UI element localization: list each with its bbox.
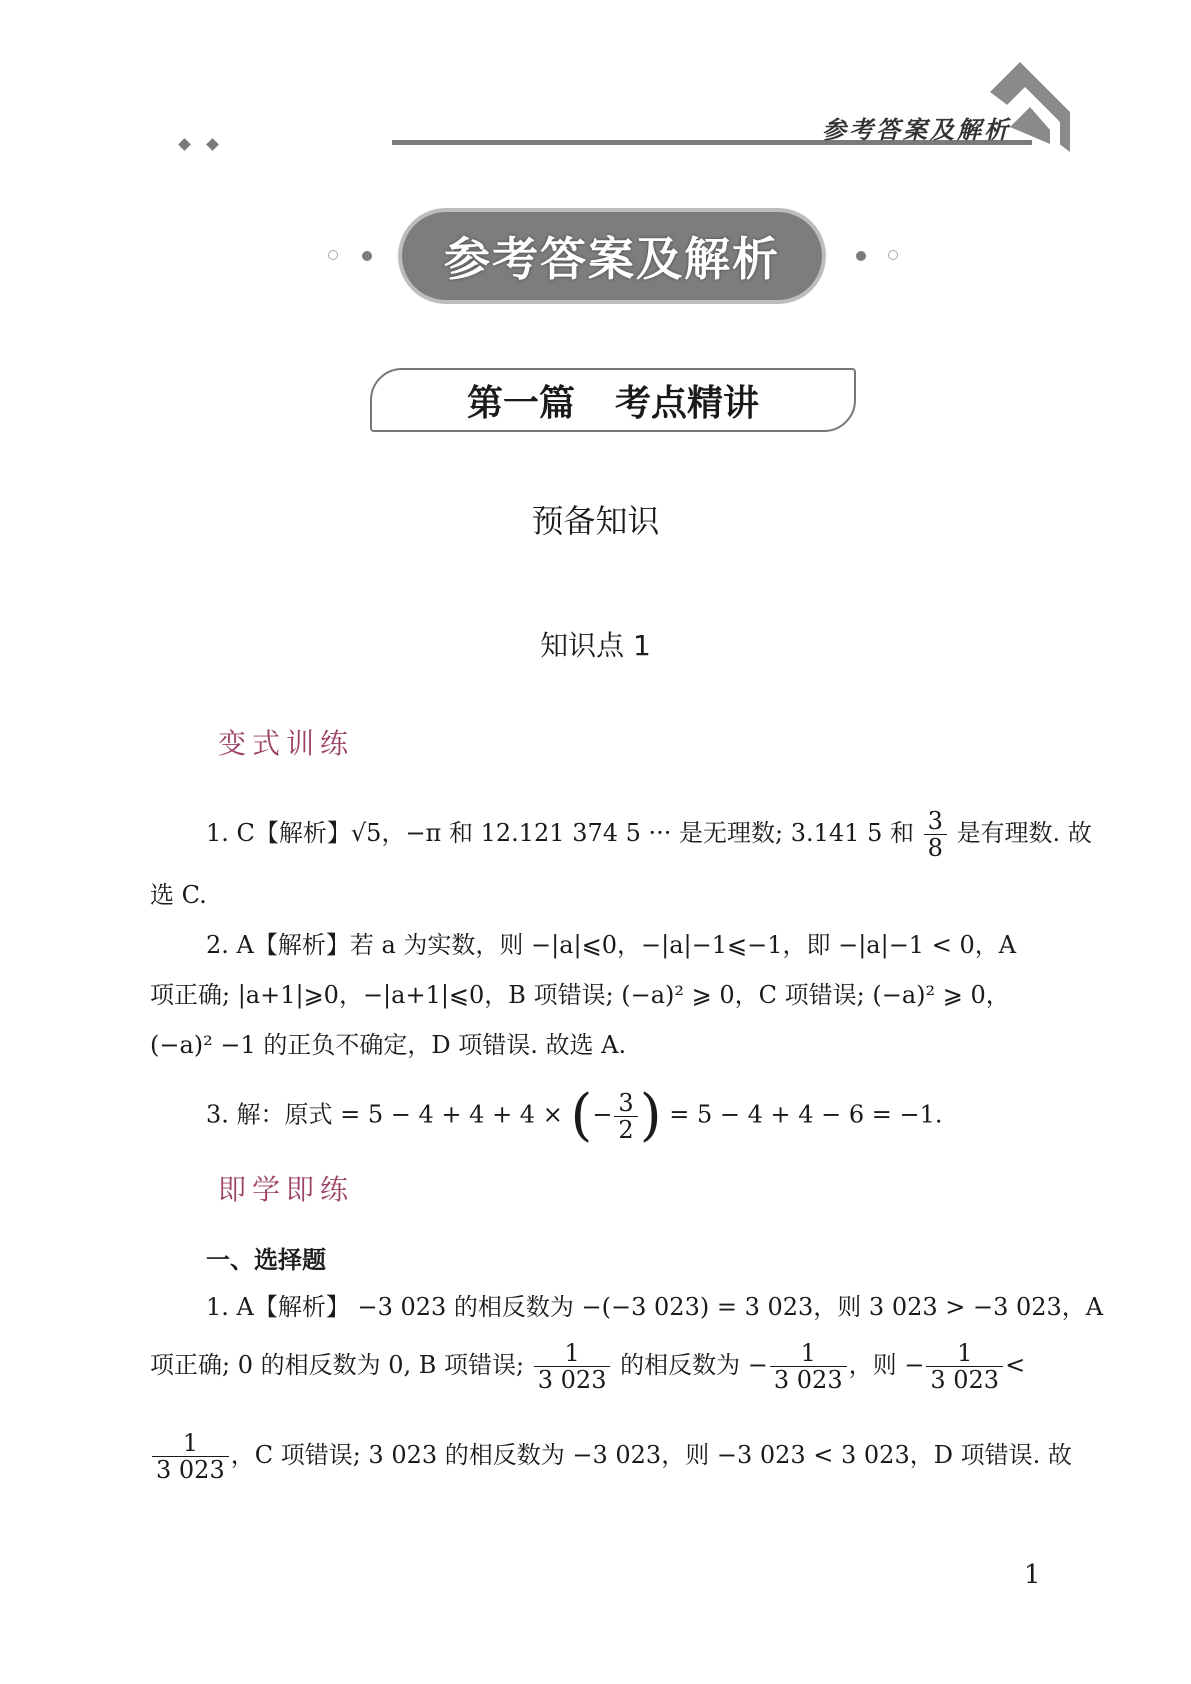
practice-q1-line1: 1. A【解析】 −3 023 的相反数为 −(−3 023) = 3 023，则 3 023 > −3 023，A [206, 1293, 1104, 1321]
subsection-title: 知识点 1 [540, 629, 651, 662]
variant-q1-line2: 选 C. [150, 881, 207, 909]
variant-q1-line1: 1. C【解析】√5，−π 和 12.121 374 5 ··· 是无理数; 3.141 5 和 $\frac{3}{8}$ 是有理数. 故 [206, 807, 1092, 862]
question-type: 一、选择题 [206, 1246, 326, 1274]
chapter-name: 考点精讲 [615, 382, 760, 424]
header-corner-decoration [980, 52, 1070, 162]
fraction: $\frac{1}{3 023}$ [770, 1340, 847, 1393]
section-title: 预备知识 [531, 502, 660, 540]
header-diamond [178, 138, 191, 151]
practice-q1-line3: $\frac{1}{3 023}$ ，C 项错误; 3 023 的相反数为 −3 023，则 −3 023 < 3 023，D 项错误. 故 [150, 1430, 1072, 1483]
variant-q3-line: 3. 解：原式 = 5 − 4 + 4 + 4 × (− $\frac{3}{2}$ ) = 5 − 4 + 4 − 6 = −1. [206, 1083, 943, 1148]
fraction: $\frac{1}{3 023}$ [534, 1340, 611, 1393]
fraction: $\frac{1}{3 023}$ [926, 1340, 1003, 1393]
header-title: 参考答案及解析 [822, 115, 1011, 144]
banner-dot [856, 251, 866, 261]
fraction: $\frac{3}{2}$ [614, 1090, 637, 1143]
fraction: $\frac{1}{3 023}$ [152, 1430, 229, 1483]
banner-dot [328, 250, 338, 260]
variant-q2-line2: 项正确; |a+1|⩾0，−|a+1|⩽0，B 项错误; (−a)² ⩾ 0，C 项错误; (−a)² ⩾ 0， [150, 981, 1010, 1009]
practice-heading: 即学即练 [218, 1173, 355, 1206]
banner-title: 参考答案及解析 [444, 232, 780, 286]
fraction: $\frac{3}{8}$ [924, 808, 947, 861]
variant-heading: 变式训练 [218, 727, 355, 760]
header-diamond [206, 138, 219, 151]
chapter-part: 第一篇 [466, 382, 575, 424]
banner-dot [362, 251, 372, 261]
chapter-banner [370, 368, 856, 432]
page-number: 1 [1024, 1560, 1041, 1590]
variant-q2-line3: (−a)² −1 的正负不确定，D 项错误. 故选 A. [150, 1031, 627, 1059]
banner-dot [888, 250, 898, 260]
practice-q1-line2: 项正确; 0 的相反数为 0, B 项错误; $\frac{1}{3 023}$ 的相反数为 − $\frac{1}{3 023}$ ，则 − $\frac{1}{3 023}$ < [150, 1339, 1026, 1394]
variant-q2-line1: 2. A【解析】若 a 为实数，则 −|a|⩽0，−|a|−1⩽−1，即 −|a|−1 < 0，A [206, 931, 1017, 959]
